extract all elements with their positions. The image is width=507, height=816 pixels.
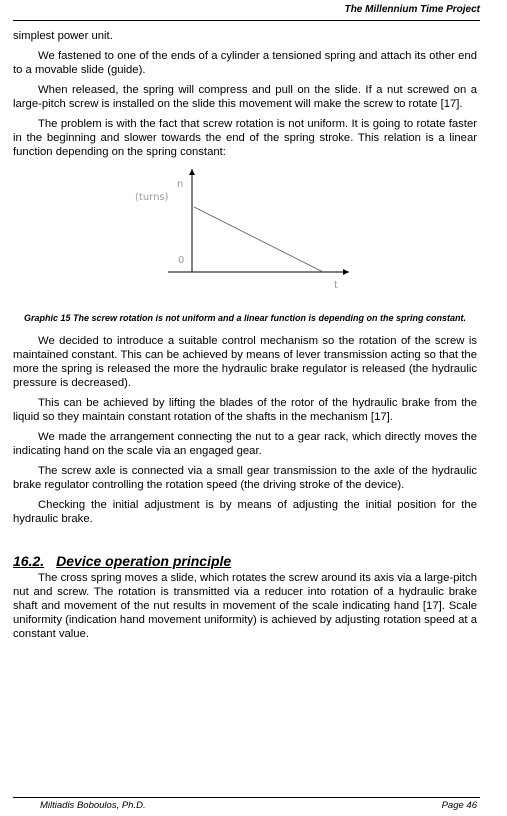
section-heading xyxy=(13,554,477,568)
figure-caption: Graphic 15 The screw rotation is not uniform and a linear function is depending on the spring constant. xyxy=(23,313,467,323)
paragraph-6: This can be achieved by lifting the blades of the rotor of the hydraulic brake from the liquid so they maintain constant rotation of the shafts in the mechanism [17]. xyxy=(13,397,477,423)
page-body xyxy=(13,29,477,647)
paragraph-10: The cross spring moves a slide, which rotates the screw around its axis via a large-pitch nut and screw. The rotation is transmitted via a reducer into rotation of a hydraulic brake shaft and movement of the nut results in movement of the scale indicating hand [17]. Scale uniformity (indication hand movement uniformity) is achieved by adjusting rotation speed at a constant value. xyxy=(13,572,477,640)
footer-author: Miltiadis Boboulos, Ph.D. xyxy=(40,800,146,811)
header-rule xyxy=(13,20,480,21)
paragraph-4: The problem is with the fact that screw rotation is not uniform. It is going to rotate faster in the beginning and slower towards the end of the spring stroke. This relation is a linear function depending on the spring constant: xyxy=(13,118,477,158)
y-axis-unit: (turns) xyxy=(135,192,169,203)
origin-label: 0 xyxy=(178,255,185,266)
paragraph-1: simplest power unit. xyxy=(13,30,113,42)
running-header: The Millennium Time Project xyxy=(344,4,480,15)
footer-rule xyxy=(13,797,480,798)
section-number: 16.2. xyxy=(13,553,45,569)
paragraph-2: We fastened to one of the ends of a cylinder a tensioned spring and attach its other end to a movable slide (guide). xyxy=(13,50,477,76)
y-axis-symbol: n xyxy=(177,179,184,190)
page-number: Page 46 xyxy=(441,800,477,811)
paragraph-9: Checking the initial adjustment is by means of adjusting the initial position for the hydraulic brake. xyxy=(13,499,477,525)
paragraph-8: The screw axle is connected via a small gear transmission to the axle of the hydraulic brake regulator controlling the rotation speed (the driving stroke of the device). xyxy=(13,465,477,491)
series-line xyxy=(194,207,323,272)
paragraph-3: When released, the spring will compress and pull on the slide. If a nut screwed on a large-pitch screw is installed on the slide this movement will make the screw to rotate [17]. xyxy=(13,84,477,110)
rotation-chart xyxy=(13,169,477,307)
paragraph-7: We made the arrangement connecting the nut to a gear rack, which directly moves the indicating hand on the scale via an engaged gear. xyxy=(13,431,477,457)
section-title: Device operation principle xyxy=(56,553,232,569)
x-axis-arrow xyxy=(343,269,349,275)
paragraph-5: We decided to introduce a suitable control mechanism so the rotation of the screw is maintained constant. This can be achieved by means of lever transmission acting so that the more the spring is released the more the hydraulic brake regulator is released (the hydraulic pressure is decreased). xyxy=(13,335,477,389)
x-axis-label: t xyxy=(334,280,338,291)
graphic-15 xyxy=(13,169,477,307)
y-axis-arrow xyxy=(189,169,195,175)
